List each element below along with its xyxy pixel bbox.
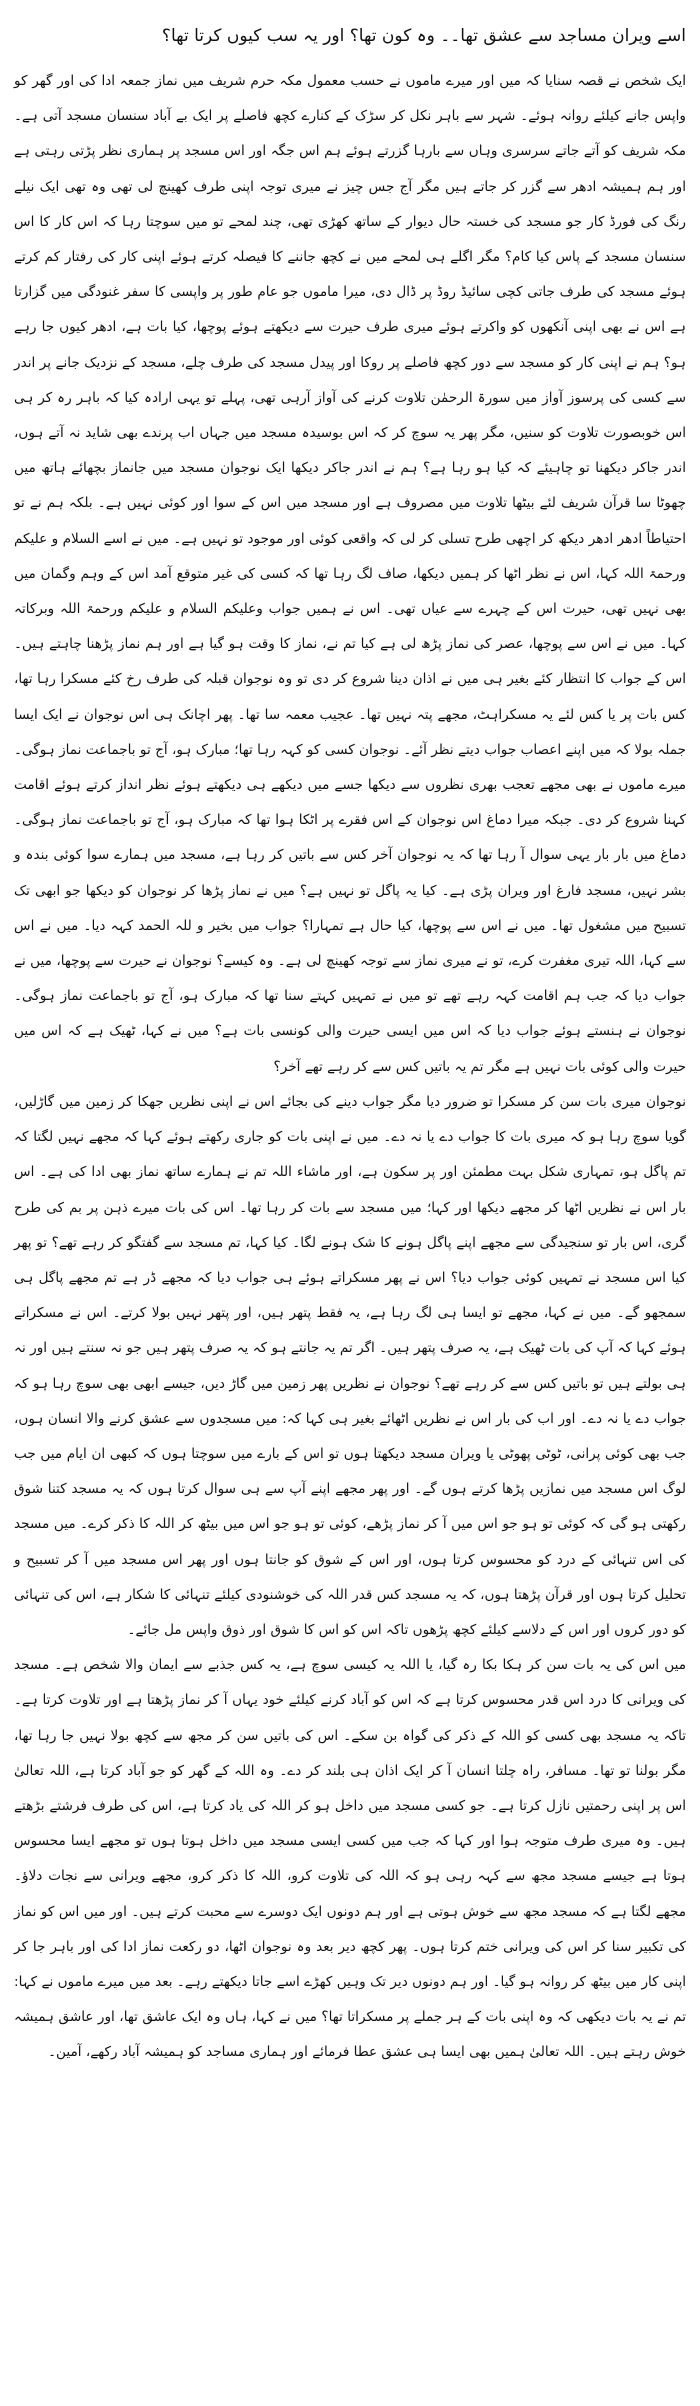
paragraph: نوجوان میری بات سن کر مسکرا تو ضرور دیا مگر جواب دینے کی بجائے اس نے اپنی نظریں جھکا کر زمین میں گاڑلیں، گویا سوچ رہا ہو کہ میری بات کا جواب دے یا نہ دے۔ میں نے اپنی بات کو جاری رکھتے ہوئے کہا کہ مجھے نہیں لگتا کہ تم پاگل ہو، تمہاری شکل بہت مطمئن اور پر سکون ہے، اور ماشاء اللہ تم نے ہمارے ساتھ نماز بھی ادا کی ہے۔ اس بار اس نے نظریں اٹھا کر مجھے دیکھا اور کہا؛ میں مسجد سے بات کر رہا تھا۔ اس کی بات میرے ذہن پر بم کی طرح گری، اس بار تو سنجیدگی سے مجھے اپنے پاگل ہونے کا شک ہونے لگا۔ کیا کہا، تم مسجد سے گفتگو کر رہے تھے؟ تو پھر کیا اس مسجد نے تمہیں کوئی جواب دیا؟ اس نے پھر مسکراتے ہوئے ہی جواب دیا کہ مجھے ڈر ہے تم مجھے پاگل ہی سمجھو گے۔ میں نے کہا، مجھے تو ایسا ہی لگ رہا ہے، یہ فقط پتھر ہیں، اور پتھر نہیں بولا کرتے۔ اس نے مسکراتے ہوئے کہا کہ آپ کی بات ٹھیک ہے، یہ صرف پتھر ہیں۔ اگر تم یہ جانتے ہو کہ یہ صرف پتھر ہیں جو نہ سنتے ہیں اور نہ ہی بولتے ہیں تو باتیں کس سے کر رہے تھے؟ نوجوان نے نظریں پھر زمین میں گاڑ دیں، جیسے ابھی بھی سوچ رہا ہو کہ جواب دے یا نہ دے۔ اور اب کی بار اس نے نظریں اٹھائے بغیر ہی کہا کہ: میں مسجدوں سے عشق کرنے والا انسان ہوں، جب بھی کوئی پرانی، ٹوٹی پھوٹی یا ویران مسجد دیکھتا ہوں تو اس کے بارے میں سوچتا ہوں کہ کبھی ان ایام میں جب لوگ اس مسجد میں نمازیں پڑھا کرتے ہوں گے۔ اور پھر مجھے اپنے آپ سے ہی سوال کرتا ہوں کہ یہ مسجد کتنا شوق رکھتی ہو گی کہ کوئی تو ہو جو اس میں آ کر نماز پڑھے، کوئی تو ہو جو اس میں بیٹھ کر اللہ کا ذکر کرے۔ میں مسجد کی اس تنہائی کے درد کو محسوس کرتا ہوں، اور اس کے شوق کو جانتا ہوں اور پھر اس مسجد میں آ کر تسبیح و تحلیل کرتا ہوں اور قرآن پڑھتا ہوں، کہ یہ مسجد کس قدر اللہ کی خوشنودی کیلئے تنہائی کا شکار ہے، اس کی تنہائی کو دور کروں اور اس کے دلاسے کیلئے کچھ پڑھوں تاکہ اس کو اس کا شوق اور ذوق واپس مل جائے۔ — [14, 1093, 686, 1638]
paragraph: ایک شخص نے قصہ سنایا کہ میں اور میرے ماموں نے حسب معمول مکہ حرم شریف میں نماز جمعہ ادا کی اور گھر کو واپس جانے کیلئے روانہ ہوئے۔ شہر سے باہر نکل کر سڑک کے کنارے کچھ فاصلے پر ایک بے آباد سنسان مسجد آتی ہے۔ مکہ شریف کو آتے جاتے سرسری وہاں سے بارہا گزرتے ہوئے ہم اس جگہ اور اس مسجد پر ہماری نظر پڑتی رہتی ہے اور ہم ہمیشہ ادھر سے گزر کر جاتے ہیں مگر آج جس چیز نے میری توجہ اپنی طرف کھینچ لی تھی وہ تھی ایک نیلے رنگ کی فورڈ کار جو مسجد کی خستہ حال دیوار کے ساتھ کھڑی تھی، چند لمحے تو میں سوچتا رہا کہ اس کار کا اس سنسان مسجد کے پاس کیا کام؟ مگر اگلے ہی لمحے میں نے کچھ جاننے کا فیصلہ کرتے ہوئے اپنی کار کی رفتار کم کرتے ہوئے مسجد کی طرف جاتی کچی سائیڈ روڈ پر ڈال دی، میرا ماموں جو عام طور پر واپسی کا سفر غنودگی میں گزارتا ہے اس نے بھی اپنی آنکھوں کو واکرتے ہوئے میری طرف حیرت سے دیکھتے ہوئے پوچھا، کیا بات ہے، ادھر کیوں جا رہے ہو؟ ہم نے اپنی کار کو مسجد سے دور کچھ فاصلے پر روکا اور پیدل مسجد کی طرف چلے، مسجد کے نزدیک جانے پر اندر سے کسی کی پرسوز آواز میں سورۃ الرحمٰن تلاوت کرنے کی آواز آرہی تھی، پہلے تو یہی ارادہ کیا کہ باہر رہ کر ہی اس خوبصورت تلاوت کو سنیں، مگر پھر یہ سوچ کر کہ اس بوسیدہ مسجد میں جہاں اب پرندے بھی شاید نہ آتے ہوں، اندر جاکر دیکھنا تو چاہیئے کہ کیا ہو رہا ہے؟ ہم نے اندر جاکر دیکھا ایک نوجوان مسجد میں جانماز بچھائے ہاتھ میں چھوٹا سا قرآن شریف لئے بیٹھا تلاوت میں مصروف ہے اور مسجد میں اس کے سوا اور کوئی نہیں ہے۔ بلکہ ہم نے تو احتیاطاً ادھر ادھر دیکھ کر اچھی طرح تسلی کر لی کہ واقعی کوئی اور موجود تو نہیں ہے۔ میں نے اسے السلام و علیکم ورحمۃ اللہ کہا، اس نے نظر اٹھا کر ہمیں دیکھا، صاف لگ رہا تھا کہ کسی کی غیر متوقع آمد اس کے وہم وگمان میں بھی نہیں تھی، حیرت اس کے چہرے سے عیاں تھی۔ اس نے ہمیں جواب وعلیکم السلام و علیکم ورحمۃ اللہ وبرکاتہ کہا۔ میں نے اس سے پوچھا، عصر کی نماز پڑھ لی ہے کیا تم نے، نماز کا وقت ہو گیا ہے اور ہم نماز پڑھنا چاہتے ہیں۔ اس کے جواب کا انتظار کئے بغیر ہی میں نے اذان دینا شروع کر دی تو وہ نوجوان قبلہ کی طرف رخ کئے مسکرا رہا تھا، کس بات پر یا کس لئے یہ مسکراہٹ، مجھے پتہ نہیں تھا۔ عجیب معمہ سا تھا۔ پھر اچانک ہی اس نوجوان نے ایک ایسا جملہ بولا کہ میں اپنے اعصاب جواب دیتے نظر آئے۔ نوجوان کسی کو کہہ رہا تھا؛ مبارک ہو، آج تو باجماعت نماز ہوگی۔ میرے ماموں نے بھی مجھے تعجب بھری نظروں سے دیکھا جسے میں دیکھے ہی دیکھتے ہوئے نظر انداز کرتے ہوئے اقامت کہنا شروع کر دی۔ جبکہ میرا دماغ اس نوجوان کے اس فقرے پر اٹکا ہوا تھا کہ مبارک ہو، آج تو باجماعت نماز ہوگی۔ دماغ میں بار بار یہی سوال آ رہا تھا کہ یہ نوجوان آخر کس سے باتیں کر رہا ہے، مسجد میں ہمارے سوا کوئی بندہ و بشر نہیں، مسجد فارغ اور ویران پڑی ہے۔ کیا یہ پاگل تو نہیں ہے؟ میں نے نماز پڑھا کر نوجوان کو دیکھا جو ابھی تک تسبیح میں مشغول تھا۔ میں نے اس سے پوچھا، کیا حال ہے تمہارا؟ جواب میں بخیر و للہ الحمد کہہ دیا۔ میں نے اس سے کہا، اللہ تیری مغفرت کرے، تو نے میری نماز سے توجہ کھینچ لی ہے۔ وہ کیسے؟ نوجوان نے حیرت سے پوچھا، میں نے جواب دیا کہ جب ہم اقامت کہہ رہے تھے تو میں نے تمہیں کہتے سنا تھا کہ مبارک ہو، آج تو باجماعت نماز ہوگی۔ نوجوان نے ہنستے ہوئے جواب دیا کہ اس میں ایسی حیرت والی کونسی بات ہے؟ میں نے کہا، ٹھیک ہے کہ اس میں حیرت والی کوئی بات نہیں ہے مگر تم یہ باتیں کس سے کر رہے تھے آخر؟ — [14, 73, 686, 1075]
article-title: اسے ویران مساجد سے عشق تھا۔۔ وہ کون تھا؟ اور یہ سب کیوں کرتا تھا؟ — [161, 26, 686, 46]
paragraph: میں اس کی یہ بات سن کر ہکا بکا رہ گیا، یا اللہ یہ کیسی سوچ ہے، یہ کس جذبے سے ایمان والا شخص ہے۔ مسجد کی ویرانی کا درد اس قدر محسوس کرتا ہے کہ اس کو آباد کرنے کیلئے خود یہاں آ کر نماز پڑھتا ہے اور تلاوت کرتا ہے۔ تاکہ یہ مسجد بھی کسی کو اللہ کے ذکر کی گواہ بن سکے۔ اس کی باتیں سن کر مجھ سے کچھ بولا نہیں جا رہا تھا، مگر بولنا تو تھا۔ مسافر، راہ چلتا انسان آ کر ایک اذان ہی بلند کر دے۔ وہ اللہ کے گھر کو جو آباد کرتا ہے، اللہ تعالیٰ اس پر اپنی رحمتیں نازل کرتا ہے۔ جو کسی مسجد میں داخل ہو کر اللہ کی یاد کرتا ہے، اس کی طرف فرشتے بڑھتے ہیں۔ وہ میری طرف متوجہ ہوا اور کہا کہ جب میں کسی ایسی مسجد میں داخل ہوتا ہوں تو مجھے ایسا محسوس ہوتا ہے جیسے مسجد مجھ سے کہہ رہی ہو کہ اللہ کی تلاوت کرو، اللہ کا ذکر کرو، مجھے ویرانی سے نجات دلاؤ۔ مجھے لگتا ہے کہ مسجد مجھ سے خوش ہوتی ہے اور ہم دونوں ایک دوسرے سے محبت کرتے ہیں۔ اور میں اس کو نماز کی تکبیر سنا کر اس کی ویرانی ختم کرتا ہوں۔ پھر کچھ دیر بعد وہ نوجوان اٹھا، دو رکعت نماز ادا کی اور باہر جا کر اپنی کار میں بیٹھ کر روانہ ہو گیا۔ اور ہم دونوں دیر تک وہیں کھڑے اسے جاتا دیکھتے رہے۔ بعد میں میرے ماموں نے کہا: تم نے یہ بات دیکھی کہ وہ اپنی بات کے ہر جملے پر مسکراتا تھا؟ میں نے کہا، ہاں وہ ایک عاشق تھا، اور عاشق ہمیشہ خوش رہتے ہیں۔ اللہ تعالیٰ ہمیں بھی ایسا ہی عشق عطا فرمائے اور ہماری مساجد کو ہمیشہ آباد رکھے، آمین۔ — [14, 1657, 686, 2061]
